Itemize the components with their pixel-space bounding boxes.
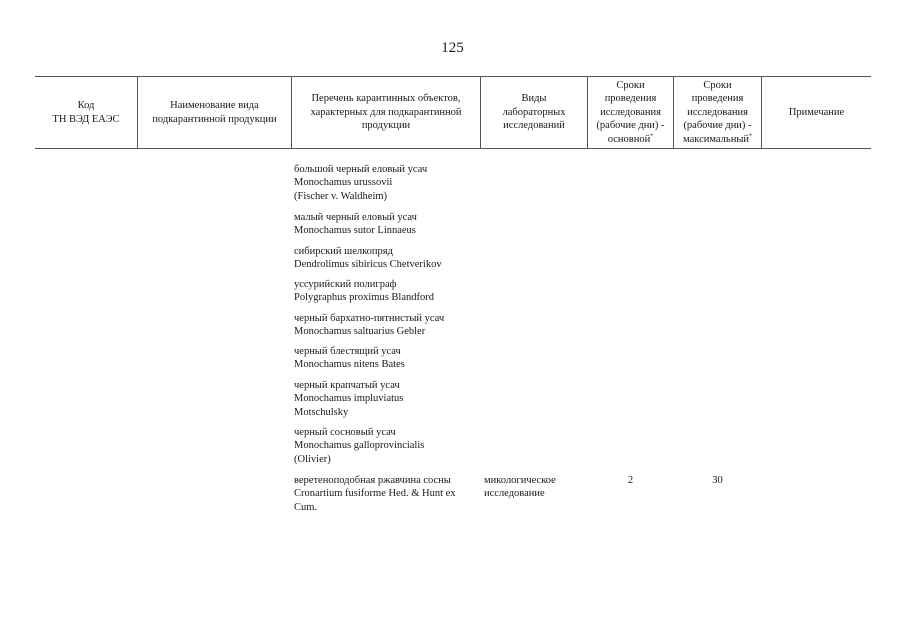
- quarantine-object-entry: веретеноподобная ржавчина сосны Cronartium fusiforme Hed. & Hunt ex Cum.: [294, 475, 456, 513]
- quarantine-object-entry: черный сосновый усач Monochamus galloprovincialis (Olivier): [294, 427, 425, 465]
- quarantine-object-entry: черный блестящий усач Monochamus nitens Bates: [294, 346, 405, 371]
- basic-days-cell: 2: [627, 475, 634, 486]
- quarantine-object-entry: черный бархатно-пятнистый усач Monochamus saltuarius Gebler: [294, 313, 445, 338]
- header-code: Код ТН ВЭД ЕАЭС: [52, 100, 120, 125]
- quarantine-object-entry: большой черный еловый усач Monochamus urussovii (Fischer v. Waldheim): [294, 164, 428, 202]
- quarantine-object-entry: малый черный еловый усач Monochamus sutor Linnaeus: [294, 212, 417, 237]
- header-terms-max: Сроки проведения исследования (рабочие дни) - максимальный*: [683, 79, 752, 145]
- footnote-mark: *: [749, 133, 752, 140]
- quarantine-object-entry: черный крапчатый усач Monochamus impluviatus Motschulsky: [294, 380, 404, 418]
- header-quarantine-objects: Перечень карантинных объектов, характерных для подкарантинной продукции: [310, 93, 462, 132]
- max-days-cell: 30: [712, 475, 723, 486]
- quarantine-object-entry: сибирский шелкопряд Dendrolimus sibiricus Chetverikov: [294, 246, 442, 271]
- header-product-name: Наименование вида подкарантинной продукции: [152, 100, 277, 125]
- table-header-bottom-rule: [35, 148, 871, 149]
- footnote-mark: *: [650, 133, 654, 140]
- header-terms-basic: Сроки проведения исследования (рабочие дни) - основной*: [596, 79, 665, 145]
- header-note: Примечание: [788, 106, 845, 118]
- header-lab-types: Виды лабораторных исследований: [502, 93, 566, 132]
- page-number: 125: [441, 40, 464, 56]
- lab-type-cell: микологическое исследование: [484, 475, 556, 500]
- quarantine-object-entry: уссурийский полиграф Polygraphus proximus Blandford: [294, 279, 434, 304]
